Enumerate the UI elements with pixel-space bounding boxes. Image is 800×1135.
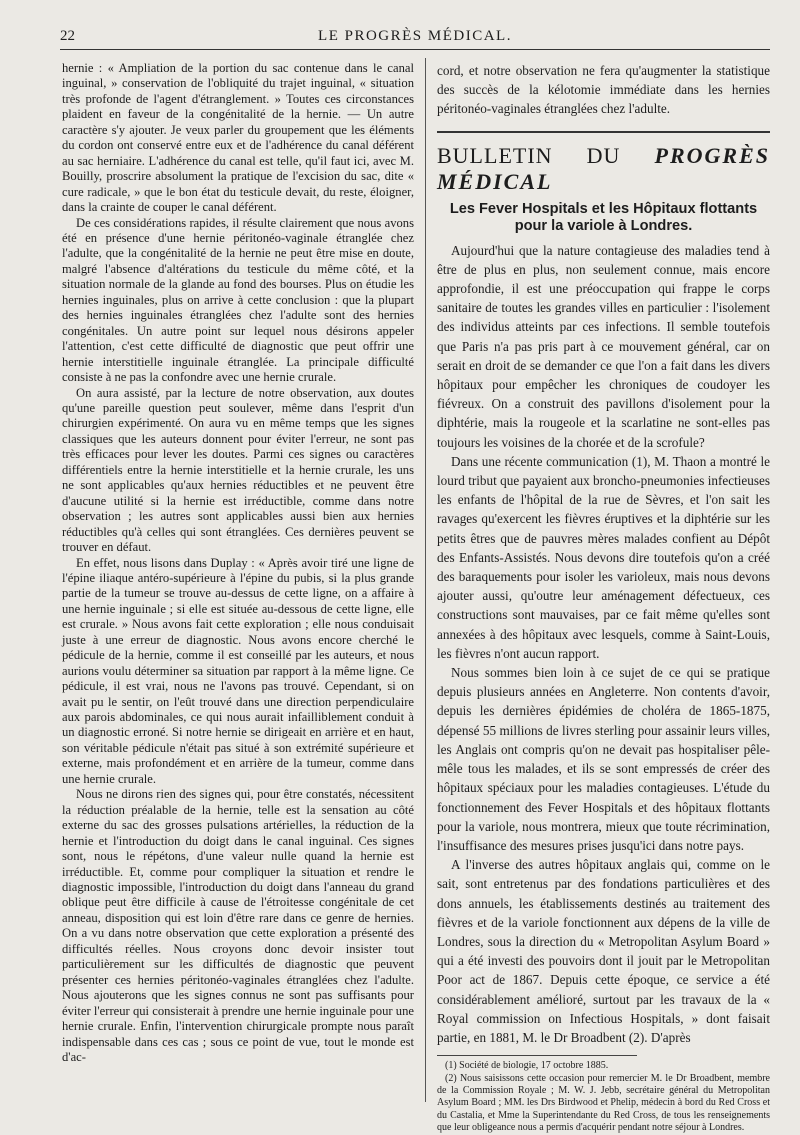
column-divider xyxy=(425,58,426,1102)
paragraph: A l'inverse des autres hôpitaux anglais qui, comme on le sait, sont entretenus par des fondations particulières et des dons annuels, les établissements destinés au traitement des fièvres et de la variole fonctionnent aux dépens de la ville de Londres, sous la direction du « Metropolitan Asylum Board » qui a été investi des pouvoirs dont il jouit par le Metropolitan Poor act de 1867. Depuis cette époque, ce service a été considérablement amélioré, surtout par les travaux de la « Royal commission on Infectious Hospitals, » dont faisait partie, en 1881, M. le Dr Broadbent (2). D'après xyxy=(437,857,770,1045)
bulletin-heading xyxy=(437,143,770,195)
footnotes xyxy=(437,1060,770,1134)
bulletin-journal-name: PROGRÈS MÉDICAL xyxy=(437,142,770,194)
paragraph: Nous sommes bien loin à ce sujet de ce qui se pratique depuis plusieurs années en Angleterre. Non contents d'avoir, depuis les dernières épidémies de choléra de 1865-1875, dépensé 55 millions de livres sterling pour assainir leurs villes, les Anglais ont compris qu'on ne devait pas hospitaliser pêle-mêle tous les malades, et ils se sont empressés de créer des hôpitaux spéciaux pour les maladies contagieuses. L'étude du fonctionnement des Fever Hospitals et des hôpitaux flottants pour la variole, nous montrera, mieux que toute récrimination, l'insuffisance des mesures prises jusqu'ici dans notre pays. xyxy=(437,665,770,853)
paragraph: On aura assisté, par la lecture de notre observation, aux doutes qu'une pareille question peut soulever, même dans l'esprit d'un chirurgien expérimenté. On aura vu en même temps que les signes classiques que les auteurs donnent pour éviter l'erreur, ne sont pas très efficaces pour lever les doutes. Parmi ces signes ou caractères différentiels entre la hernie interstitielle et la hernie crurale, les uns ne sont applicables qu'aux hernies réductibles et ne peuvent être d'aucune utilité si la hernie est irréductible, comme dans notre observation ; les autres sont applicables aussi bien aux hernies réductibles qu'à celles qui sont étranglées. Ces dernières peuvent se trouver en défaut. xyxy=(62,385,414,555)
page-header xyxy=(60,28,770,50)
paragraph: En effet, nous lisons dans Duplay : « Après avoir tiré une ligne de l'épine iliaque antéro-supérieure à l'épine du pubis, si la plus grande partie de la tumeur se trouve au-dessus de cette ligne, on a affaire à une hernie inguinale ; si elle est située au-dessous de cette ligne, elle est crurale. » Nous avons fait cette exploration ; elle nous conduisait juste à une erreur de diagnostic. Nous avons encore cherché le pédicule de la hernie, comme il est conseillé par les auteurs, et nous aurions voulu déterminer sa situation par rapport à la même ligne. Ce pédicule, il est vrai, nous ne l'avons pas trouvé. Cependant, si on avait pu le sentir, on l'eût trouvé dans une direction perpendiculaire aux parois abdominales, ce qui nous aurait infailliblement conduit à un diagnostic erroné. Si notre hernie se dirigeait en arrière et en haut, son véritable pédicule n'était pas situé à son extrémité supérieure et externe, mais profondément et en arrière de la tumeur, comme dans une hernie crurale. xyxy=(62,555,414,786)
footnote: (1) Société de biologie, 17 octobre 1885. xyxy=(445,1060,609,1072)
paragraph: De ces considérations rapides, il résulte clairement que nous avons été en présence d'une hernie péritonéo-vaginale étranglée chez l'adulte, que la congénitalité de la hernie ne peut être mise en doute, malgré l'absence d'altérations du testicule du même côté, et la situation normale de la glande au fond des bourses. Plus on étudie les hernies inguinales, plus on arrive à cette conclusion : que la plupart des hernies inguinales étranglées chez l'adulte sont des hernies congénitales. Un autre point sur lequel nous désirons appeler l'attention, c'est cette difficulté de diagnostic que peut offrir une hernie interstitielle inguinale étranglée. La principale difficulté consiste à ne pas la confondre avec une hernie crurale. xyxy=(62,215,414,385)
continuation-paragraph: cord, et notre observation ne fera qu'augmenter la statistique des succès de la kélotomie immédiate dans les hernies péritonéo-vaginales étranglées chez l'adulte. xyxy=(437,63,770,117)
paragraph: Aujourd'hui que la nature contagieuse des maladies tend à être de plus en plus, non seulement connue, mais encore approfondie, il est une préoccupation qui frappe le corps sanitaire de toutes les grandes villes en particulier : l'isolement des individus atteints par ces infections. Il semble toutefois que Paris n'a pas pris part à ce mouvement général, car on serait en droit de se demander ce que l'on a fait dans les divers hôpitaux pour empêcher les chroniques de coudoyer les fiévreux. On a construit des pavillons d'isolement pour la diphtérie, mais la rougeole et la scarlatine ne sont-elles pas toujours les voisines de la chorée et de la scrofule? xyxy=(437,242,770,450)
header-rule xyxy=(60,49,770,50)
right-column xyxy=(437,61,770,1135)
paragraph: Dans une récente communication (1), M. Thaon a montré le lourd tribut que payaient aux broncho-pneumonies infectieuses les enfants de l'hôpital de la rue de Sèvres, et l'on sait les ravages qu'exercent les fièvres éruptives et la diphtérie sur les petits êtres que de pauvres mères malades confient au Dépôt des Enfants-Assistés. Nous devons dire toutefois qu'on a créé des baraquements pour isoler les varioleux, mais nous devons ajouter aussi, qu'outre leur aménagement défectueux, ces constructions sont mauvaises, par ce fait même qu'elles sont annexées à des hôpitaux avec lesquels, comme à Saint-Louis, les fièvres n'ont aucun rapport. xyxy=(437,453,770,661)
article-title: Les Fever Hospitals et les Hôpitaux flottants pour la variole à Londres. xyxy=(449,200,758,234)
section-rule xyxy=(437,131,770,133)
footnote: (2) Nous saisissons cette occasion pour remercier M. le Dr Broadbent, membre de la Commission Royale ; M. W. J. Jebb, secrétaire général du Metropolitan Asylum Board ; MM. les Drs Birdwood et Phelip, médecin à bord du Red Cross et du Castalia, et Mme la Superintendante du Red Cross, de tous les renseignements que leur obligeance nous a permis d'acquérir pendant notre séjour à Londres. xyxy=(437,1072,770,1134)
journal-title: LE PROGRÈS MÉDICAL. xyxy=(318,28,512,44)
left-column xyxy=(62,61,414,1065)
footnote-rule xyxy=(437,1055,637,1056)
paragraph: Nous ne dirons rien des signes qui, pour être constatés, nécessitent la réduction préalable de la hernie, telle est la sensation au côté externe du sac des grosses pulsations artérielles, la réduction de la hernie et l'introduction du doigt dans le canal inguinal. Ces signes sont, nous le répétons, d'une valeur nulle quand la hernie est irréductible. Et, comme pour compliquer la situation et rendre le diagnostic impossible, l'introduction du doigt dans l'anneau du grand oblique peut être difficile à cause de l'étroitesse congénitale de cet anneau, disposition qui est loin d'être rare dans ce genre de hernies. On a vu dans notre observation que cette exploration a présenté des difficultés réelles. Nous croyons donc devoir insister tout particulièrement sur les difficultés de diagnostic que peuvent présenter ces hernies péritonéo-vaginales étranglées chez l'adulte. Nous ajouterons que les signes connus ne sont pas suffisants pour éviter l'erreur qui consisterait à prendre une hernie inguinale pour une hernie crurale. Enfin, l'intervention chirurgicale prompte nous paraît indispensable dans ces cas ; sous ce point de vue, tout le monde est d'ac- xyxy=(62,787,414,1064)
paragraph: hernie : « Ampliation de la portion du sac contenue dans le canal inguinal, » conservation de l'obliquité du trajet inguinal, « situation très profonde de l'agent d'étranglement. » Toutes ces circonstances plaident en faveur de la congénitalité de la hernie. — Un autre caractère s'y ajouter. Je veux parler du groupement que les éléments du cordon ont conservé entre eux et de l'adhérence du canal déférent au sac herniaire. L'adhérence du canal est telle, qu'il faut ici, avec M. Bouilly, proscrire absolument la pratique de l'excision du sac, dite « cure radicale, » que le bon état du testicule devait, du reste, éloigner, dans la crainte de couper le canal déférent. xyxy=(62,61,414,215)
bulletin-prefix: BULLETIN DU xyxy=(437,142,621,168)
page-number: 22 xyxy=(60,28,75,44)
